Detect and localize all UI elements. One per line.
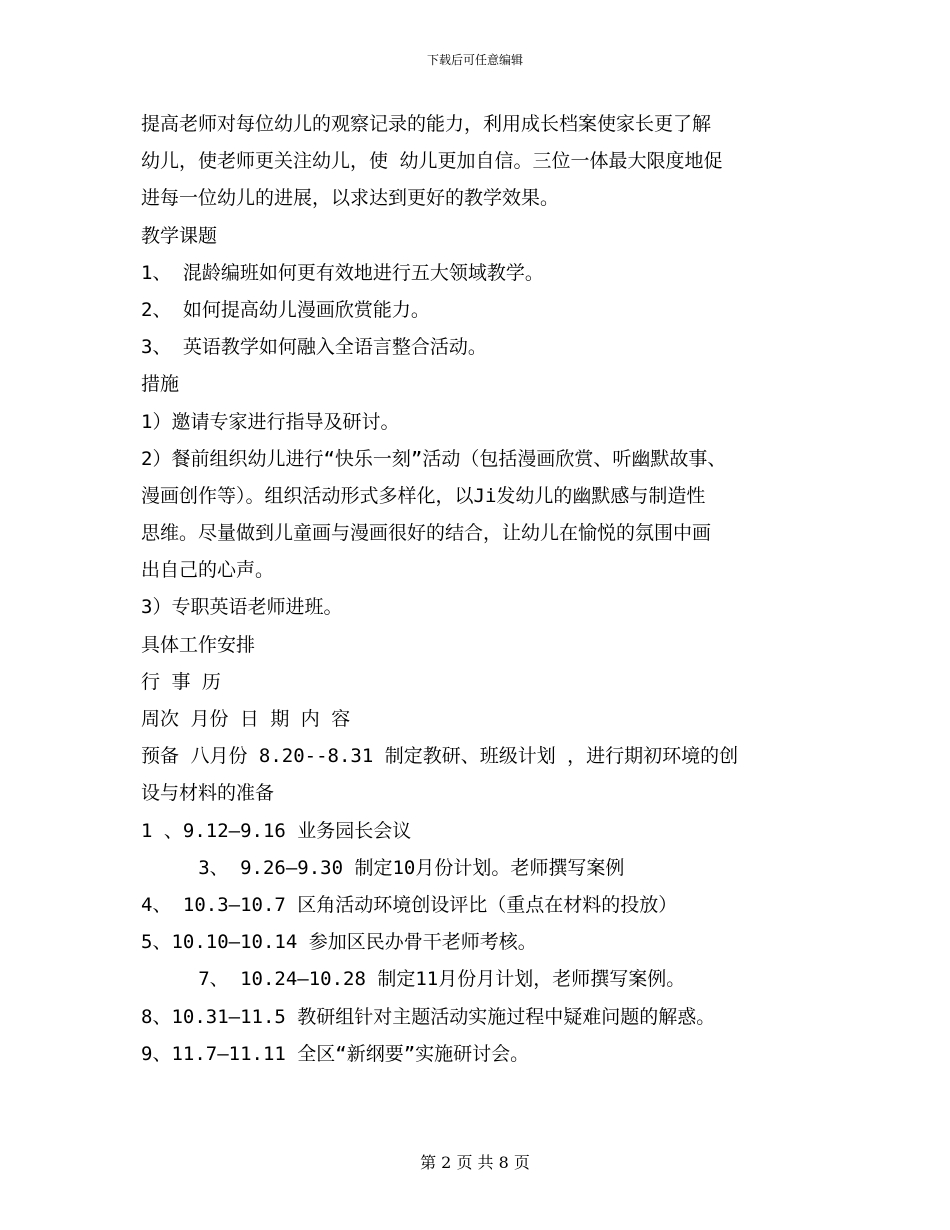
page-number-footer: 第 2 页 共 8 页 [420, 1153, 530, 1172]
section-heading: 措施 [141, 373, 180, 396]
text-line: 思维。尽量做到儿童画与漫画很好的结合，让幼儿在愉悦的氛围中画 [141, 522, 712, 545]
schedule-row: 设与材料的准备 [141, 782, 275, 805]
schedule-row: 4、 10.3—10.7 区角活动环境创设评比（重点在材料的投放） [141, 893, 678, 916]
section-heading: 教学课题 [141, 224, 218, 247]
text-line: 出自己的心声。 [141, 559, 275, 582]
schedule-row: 9、11.7—11.11 全区“新纲要”实施研讨会。 [141, 1042, 530, 1065]
list-item: 3）专职英语老师进班。 [141, 596, 343, 619]
schedule-row: 8、10.31—11.5 教研组针对主题活动实施过程中疑难问题的解惑。 [141, 1005, 716, 1028]
text-line: 进每一位幼儿的进展，以求达到更好的教学效果。 [141, 187, 560, 210]
list-item: 2）餐前组织幼儿进行“快乐一刻”活动（包括漫画欣赏、听幽默故事、 [141, 447, 727, 470]
list-item: 3、 英语教学如何融入全语言整合活动。 [141, 336, 487, 359]
schedule-row: 5、10.10—10.14 参加区民办骨干老师考核。 [141, 931, 537, 954]
section-heading: 行 事 历 [141, 670, 221, 693]
schedule-row: 7、 10.24—10.28 制定11月份月计划，老师撰写案例。 [141, 968, 686, 991]
schedule-row: 预备 八月份 8.20--8.31 制定教研、班级计划 ，进行期初环境的创 [141, 745, 739, 768]
text-line: 幼儿，使老师更关注幼儿，使 幼儿更加自信。三位一体最大限度地促 [141, 150, 723, 173]
section-heading: 具体工作安排 [141, 633, 256, 656]
schedule-header: 周次 月份 日 期 内 容 [141, 708, 351, 730]
text-line: 提高老师对每位幼儿的观察记录的能力，利用成长档案使家长更了解 [141, 113, 712, 135]
schedule-row: 1 、9.12—9.16 业务园长会议 [141, 819, 412, 842]
schedule-row: 3、 9.26—9.30 制定10月份计划。老师撰写案例 [141, 856, 625, 879]
list-item: 1、 混龄编班如何更有效地进行五大领域教学。 [141, 261, 544, 284]
list-item: 1）邀请专家进行指导及研讨。 [141, 410, 400, 433]
list-item: 2、 如何提高幼儿漫画欣赏能力。 [141, 298, 430, 321]
text-line: 漫画创作等）。组织活动形式多样化，以Ji发幼儿的幽默感与制造性 [141, 484, 706, 507]
page-header: 下载后可任意编辑 [426, 53, 523, 67]
document-body [141, 106, 821, 1073]
